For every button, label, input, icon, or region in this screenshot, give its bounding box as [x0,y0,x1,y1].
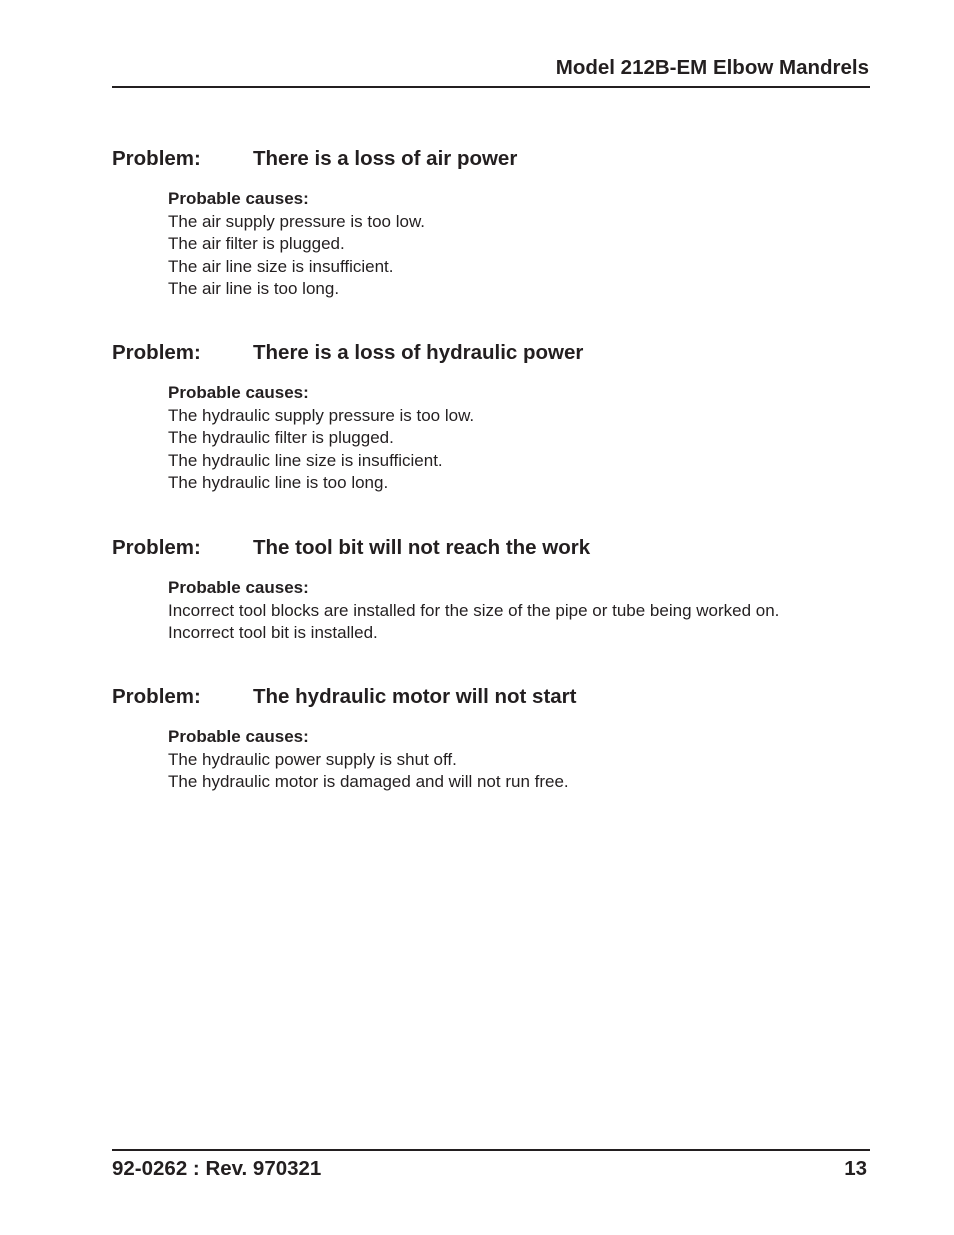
cause-item: The hydraulic line is too long. [168,473,389,492]
cause-item: Incorrect tool bit is installed. [168,623,378,642]
cause-item: The air line size is insufficient. [168,256,394,276]
problem-section-tool-bit [112,536,870,645]
problem-heading [112,147,870,173]
problem-label: Problem: [112,341,201,364]
cause-item: The air line is too long. [168,279,340,298]
problem-section-hydraulic-motor [112,685,870,794]
page-footer [112,1149,870,1185]
cause-item: The hydraulic power supply is shut off. [168,749,457,769]
causes-heading: Probable causes: [168,578,309,597]
cause-item: Incorrect tool blocks are installed for the size of the pipe or tube being worked on. [168,600,780,620]
problem-heading [112,685,870,711]
probable-causes [168,577,870,645]
problem-text: There is a loss of air power [253,147,518,170]
document-number: 92-0262 : Rev. 970321 [112,1157,322,1180]
causes-heading: Probable causes: [168,727,309,746]
page-header [112,54,870,88]
page-number: 13 [844,1157,867,1180]
probable-causes [168,188,870,301]
problem-text: The tool bit will not reach the work [253,536,591,559]
problem-label: Problem: [112,536,201,559]
probable-causes [168,382,870,495]
problem-heading [112,341,870,367]
cause-item: The hydraulic motor is damaged and will not run free. [168,772,569,791]
problem-text: The hydraulic motor will not start [253,685,577,708]
probable-causes [168,726,870,794]
problem-heading [112,536,870,562]
cause-item: The hydraulic supply pressure is too low. [168,405,475,425]
problem-label: Problem: [112,147,201,170]
problem-label: Problem: [112,685,201,708]
cause-item: The hydraulic line size is insufficient. [168,450,443,470]
problem-text: There is a loss of hydraulic power [253,341,584,364]
cause-item: The air supply pressure is too low. [168,211,426,231]
causes-heading: Probable causes: [168,383,309,402]
problem-section-hydraulic-power [112,341,870,495]
problem-section-air-power [112,147,870,301]
header-title: Model 212B-EM Elbow Mandrels [555,56,869,79]
causes-heading: Probable causes: [168,189,309,208]
cause-item: The hydraulic filter is plugged. [168,428,394,447]
cause-item: The air filter is plugged. [168,234,345,253]
